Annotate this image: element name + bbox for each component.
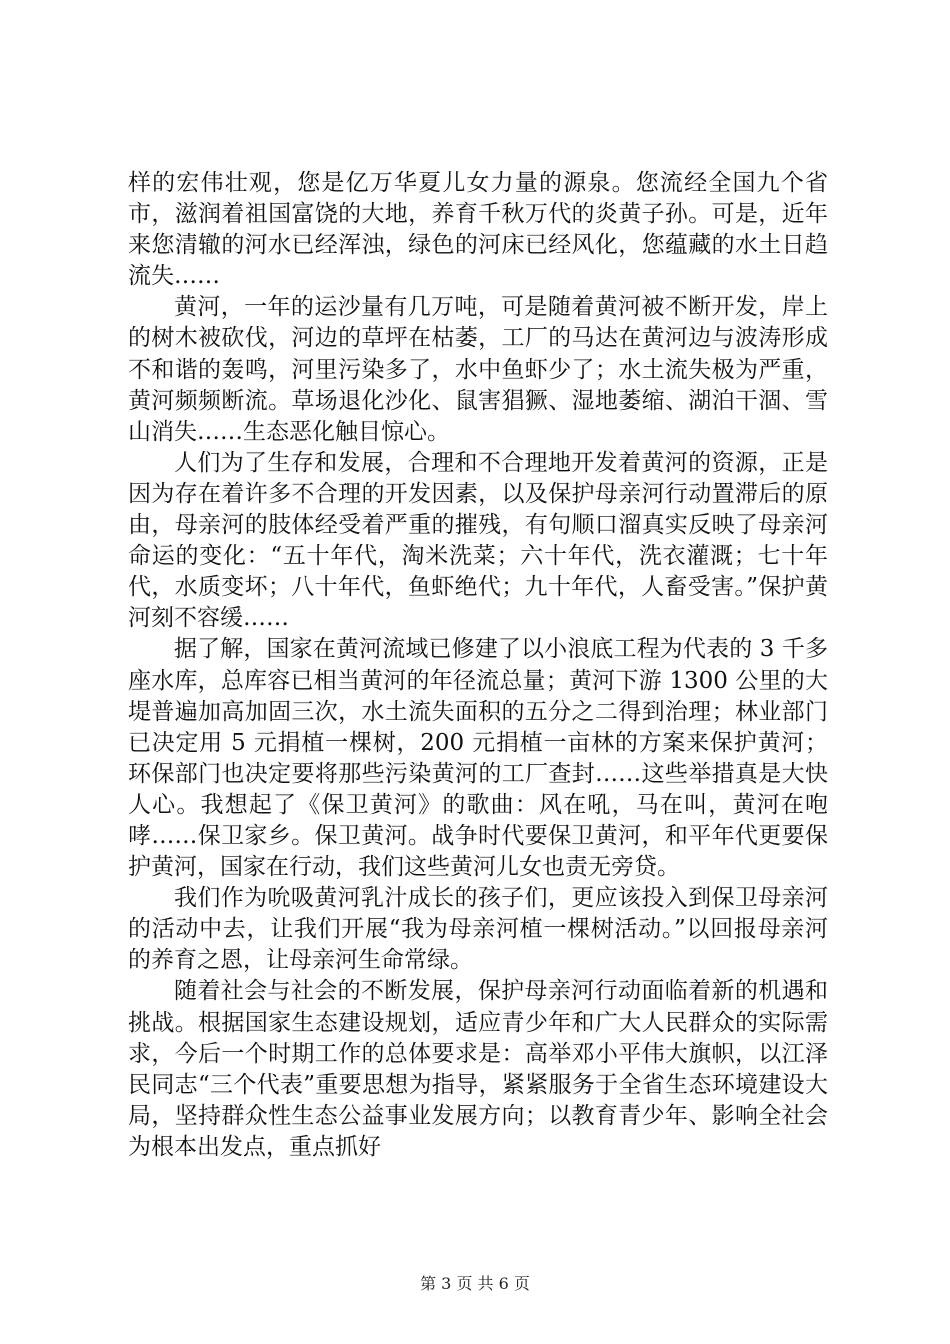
paragraph-development: 人们为了生存和发展，合理和不合理地开发着黄河的资源，正是因为存在着许多不合理的开发因素，以及保护母亲河行动置滞后的原由，母亲河的肢体经受着严重的摧残，有句顺口溜真实反映了母亲河命运的变化：“五十年代，淘米洗菜；六十年代，洗衣灌溉；七十年代，水质变坏；八十年代，鱼虾绝代；九十年代，人畜受害。”保护黄河刻不容缓…… (128, 449, 828, 632)
paragraph-sediment: 黄河，一年的运沙量有几万吨，可是随着黄河被不断开发，岸上的树木被砍伐，河边的草坪在枯萎，工厂的马达在黄河边与波涛形成不和谐的轰鸣，河里污染多了，水中鱼虾少了；水土流失极为严重，黄河频频断流。草场退化沙化、鼠害猖獗、湿地萎缩、湖泊干涸、雪山消失……生态恶化触目惊心。 (128, 294, 828, 445)
paragraph-requirements: 随着社会与社会的不断发展，保护母亲河行动面临着新的机遇和挑战。根据国家生态建设规划，适应青少年和广大人民群众的实际需求，今后一个时期工作的总体要求是：高举邓小平伟大旗帜，以江泽民同志“三个代表”重要思想为指导，紧紧服务于全省生态环境建设大局，坚持群众性生态公益事业发展方向；以教育青少年、影响全社会为根本出发点，重点抓好 (128, 978, 828, 1160)
body-text (128, 168, 828, 1163)
paragraph-children: 我们作为吮吸黄河乳汁成长的孩子们，更应该投入到保卫母亲河的活动中去，让我们开展“我为母亲河植一棵树活动。”以回报母亲河的养育之恩，让母亲河生命常绿。 (128, 885, 828, 974)
page-number-footer: 第 3 页 共 6 页 (420, 1274, 530, 1293)
paragraph-measures: 据了解，国家在黄河流域已修建了以小浪底工程为代表的 3 千多座水库，总库容已相当黄河的年径流总量；黄河下游 1300 公里的大堤普遍加高加固三次，水土流失面积的五分之二得到治理；林业部门已决定用 5 元捐植一棵树，200 元捐植一亩林的方案来保护黄河；环保部门也决定要将那些污染黄河的工厂查封……这些举措真是大快人心。我想起了《保卫黄河》的歌曲：风在吼，马在叫，黄河在咆哮……保卫家乡。保卫黄河。战争时代要保卫黄河，和平年代更要保护黄河，国家在行动，我们这些黄河儿女也责无旁贷。 (128, 636, 828, 881)
paragraph-continued: 样的宏伟壮观，您是亿万华夏儿女力量的源泉。您流经全国九个省市，滋润着祖国富饶的大地，养育千秋万代的炎黄子孙。可是，近年来您清辙的河水已经浑浊，绿色的河床已经风化，您蕴藏的水土日趋流失…… (128, 170, 828, 290)
